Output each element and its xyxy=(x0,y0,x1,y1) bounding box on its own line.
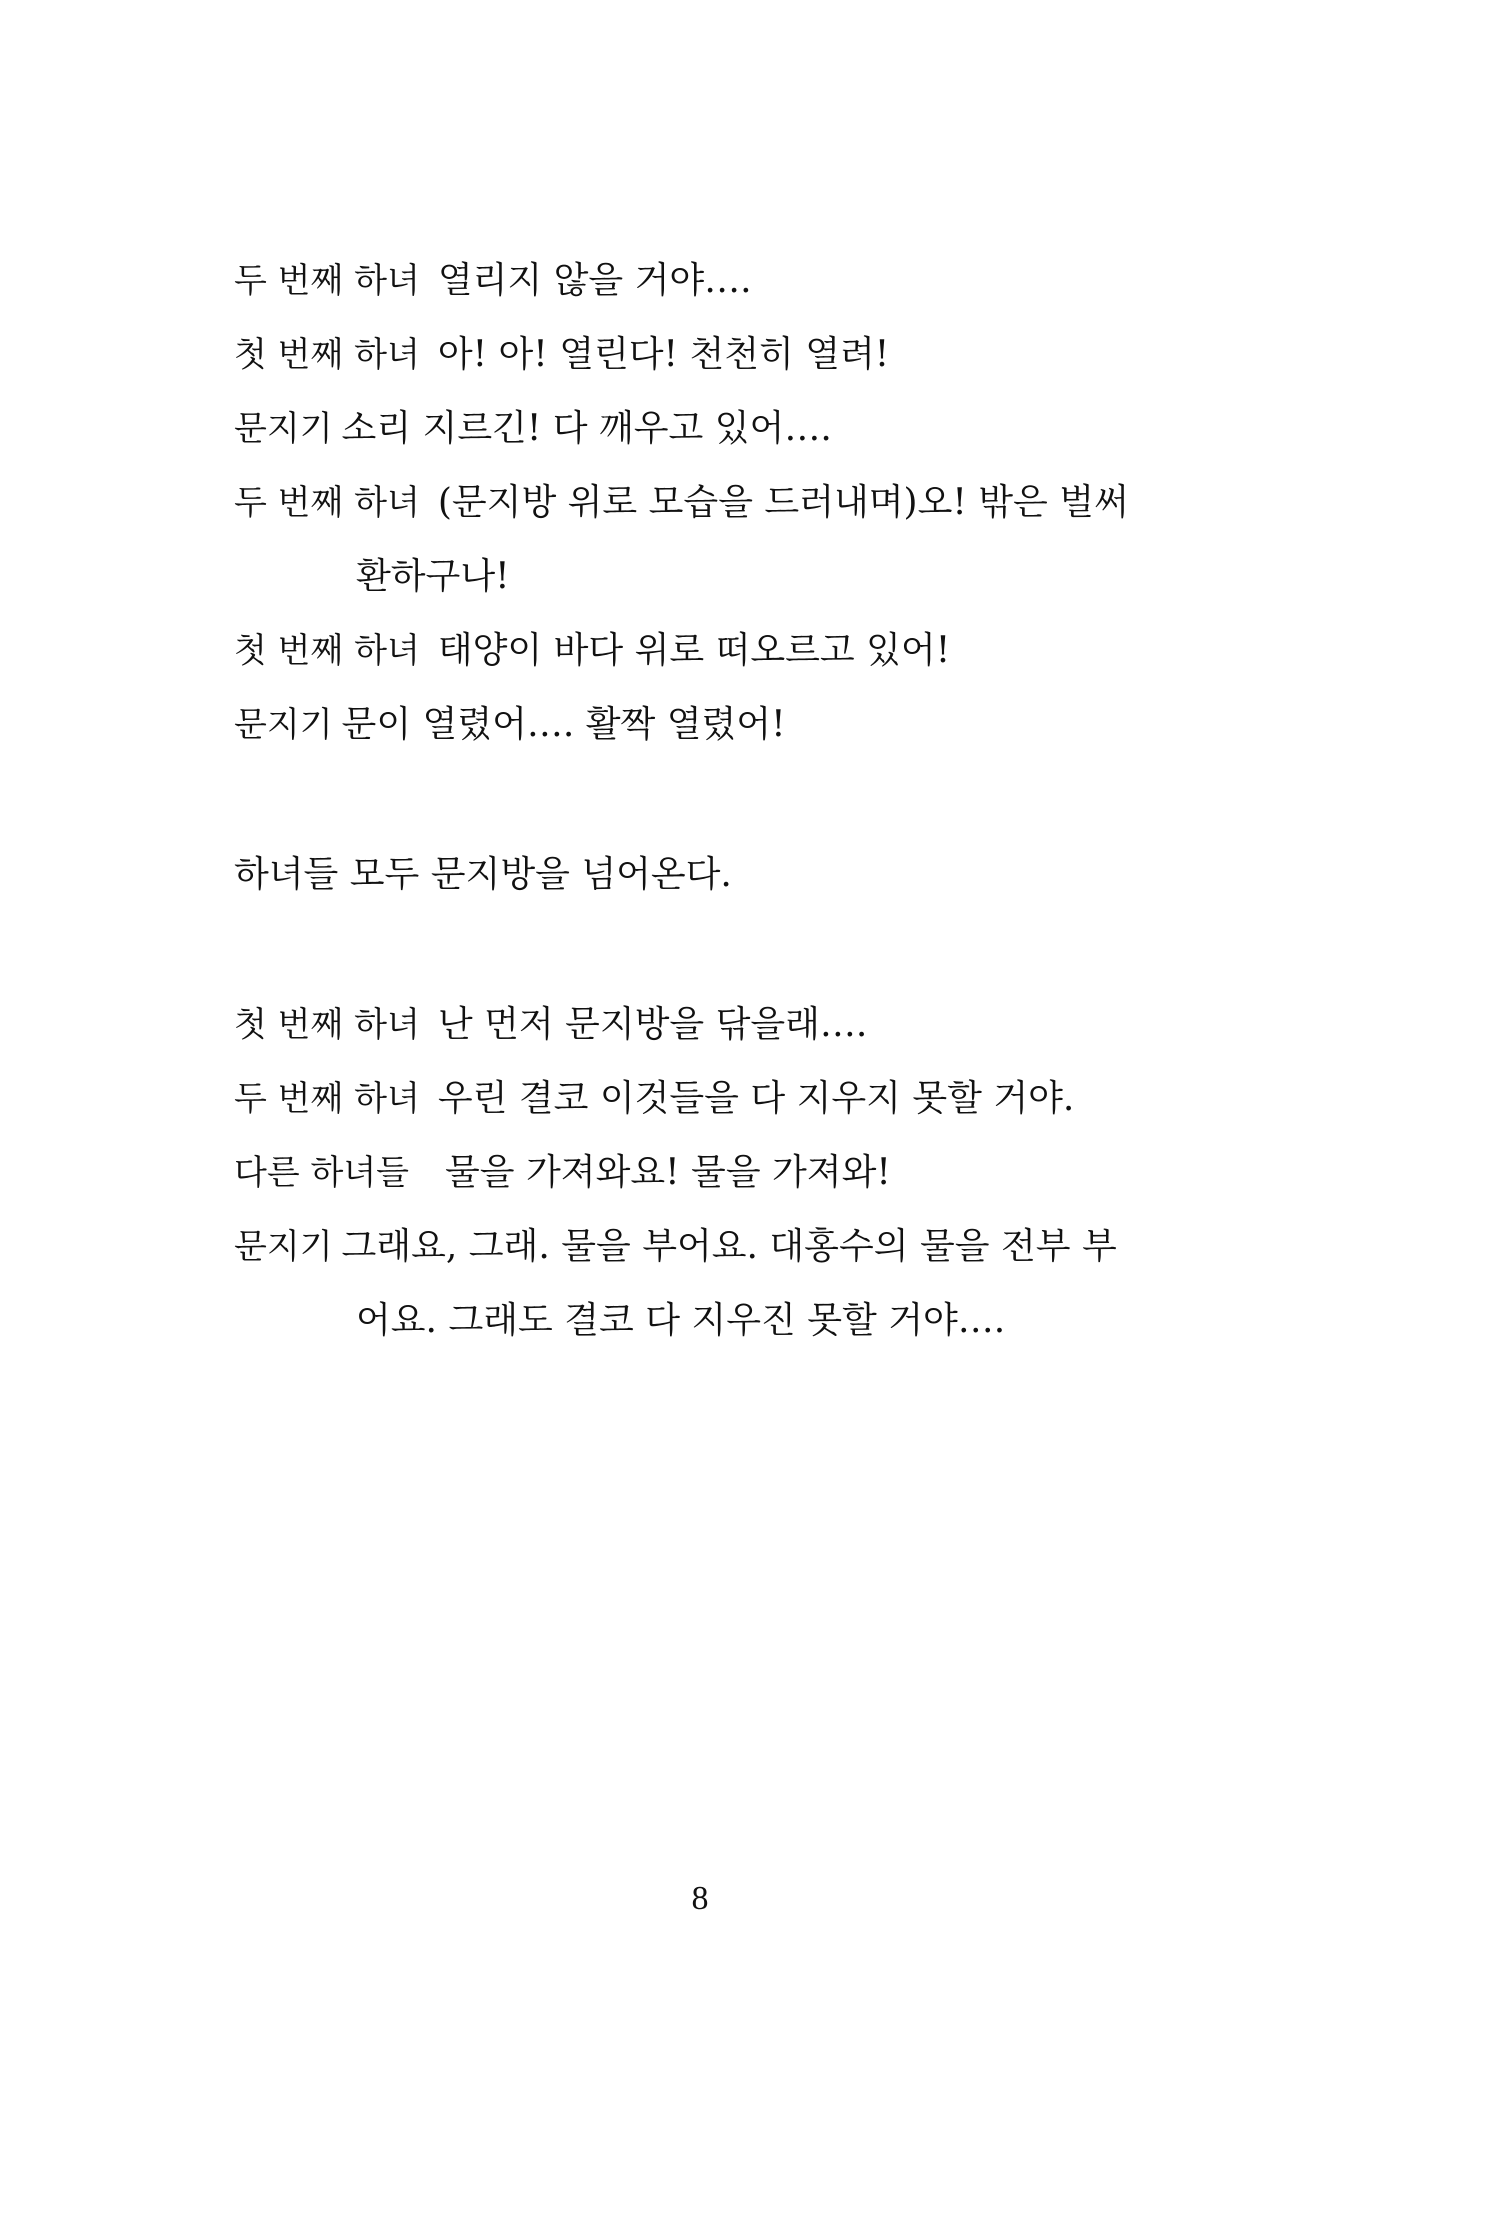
speaker-name: 문지기 xyxy=(234,705,333,745)
speaker-name: 두 번째 하녀 xyxy=(234,483,420,523)
stage-direction xyxy=(234,844,732,904)
speaker-name: 첫 번째 하녀 xyxy=(234,1005,420,1045)
dialogue-text: 열리지 않을 거야…. xyxy=(437,260,752,301)
dialogue-text: 그래요, 그래. 물을 부어요. 대홍수의 물을 전부 부 xyxy=(341,1226,1117,1267)
speaker-name: 두 번째 하녀 xyxy=(234,1079,420,1119)
page-number: 8 xyxy=(691,1880,709,1917)
speaker-name: 첫 번째 하녀 xyxy=(234,335,420,375)
speaker-name: 첫 번째 하녀 xyxy=(234,631,420,671)
stage-direction-text: 하녀들 모두 문지방을 넘어온다. xyxy=(234,854,732,895)
dialogue-line xyxy=(234,250,752,310)
dialogue-text: 아! 아! 열린다! 천천히 열려! xyxy=(437,334,890,375)
dialogue-text: 물을 가져와요! 물을 가져와! xyxy=(445,1152,891,1193)
dialogue-text: 소리 지르긴! 다 깨우고 있어…. xyxy=(341,408,832,449)
dialogue-text: 문이 열렸어…. 활짝 열렸어! xyxy=(341,704,786,745)
dialogue-text: 태양이 바다 위로 떠오르고 있어! xyxy=(437,630,951,671)
dialogue-line xyxy=(234,324,889,384)
dialogue-line xyxy=(234,1142,891,1202)
dialogue-continuation xyxy=(356,1290,1005,1350)
dialogue-text: 우린 결코 이것들을 다 지우지 못할 거야. xyxy=(437,1078,1075,1119)
dialogue-line xyxy=(234,1068,1074,1128)
dialogue-line xyxy=(234,398,832,458)
speaker-name: 두 번째 하녀 xyxy=(234,261,420,301)
dialogue-text-continued: 어요. 그래도 결코 다 지우진 못할 거야…. xyxy=(356,1300,1006,1341)
dialogue-line xyxy=(234,994,867,1054)
dialogue-continuation xyxy=(356,546,510,606)
speaker-name: 다른 하녀들 xyxy=(234,1153,410,1193)
dialogue-text-continued: 환하구나! xyxy=(356,556,510,597)
dialogue-text: 난 먼저 문지방을 닦을래…. xyxy=(437,1004,868,1045)
dialogue-line xyxy=(234,1216,1117,1276)
dialogue-line xyxy=(234,472,1129,532)
dialogue-text: (문지방 위로 모습을 드러내며)오! 밖은 벌써 xyxy=(437,482,1129,523)
dialogue-line xyxy=(234,694,786,754)
speaker-name: 문지기 xyxy=(234,1227,333,1267)
dialogue-line xyxy=(234,620,950,680)
speaker-name: 문지기 xyxy=(234,409,333,449)
